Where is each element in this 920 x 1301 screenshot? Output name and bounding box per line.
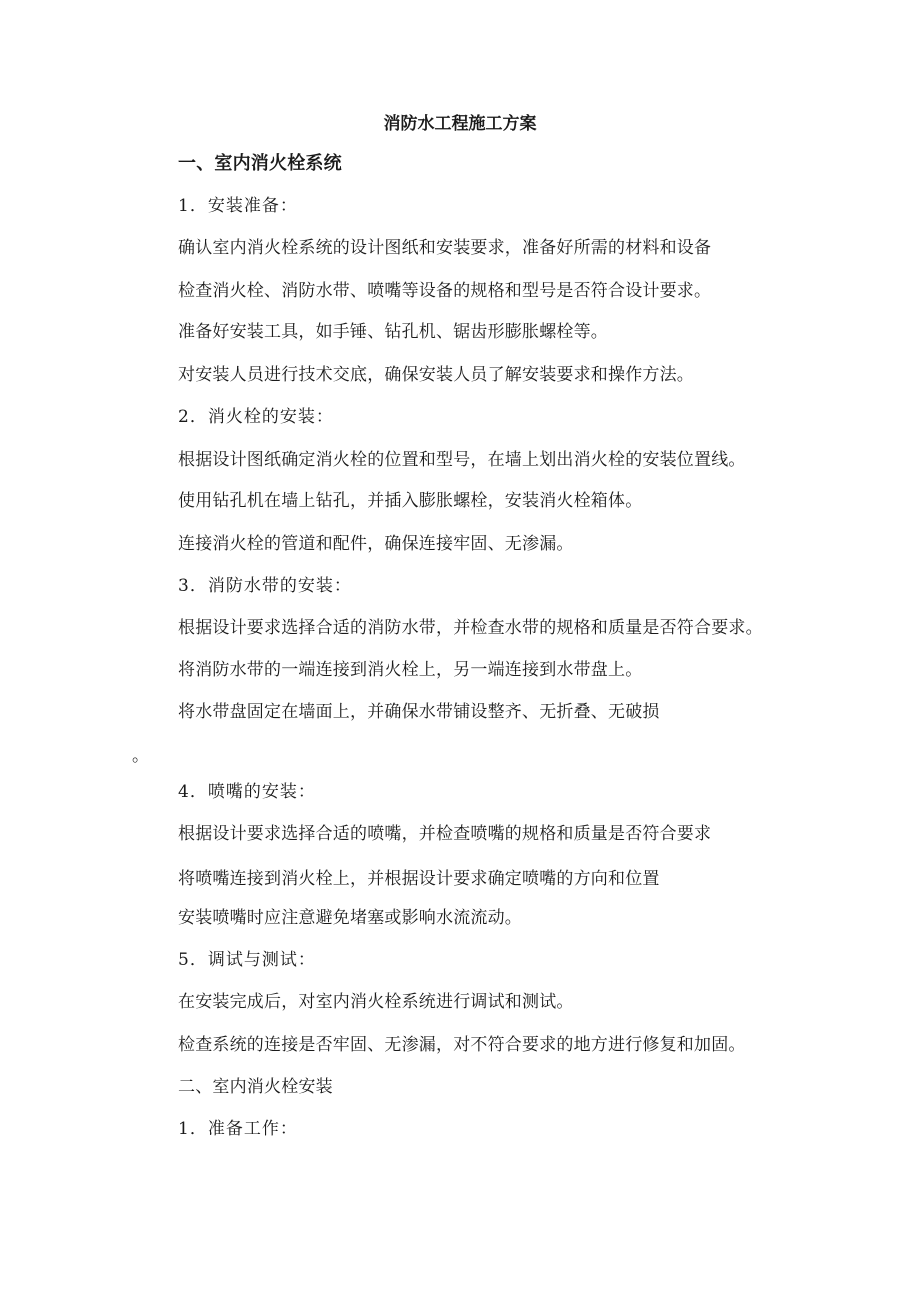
paragraph-line: 根据设计要求选择合适的喷嘴，并检查喷嘴的规格和质量是否符合要求 [178,824,712,844]
paragraph-line: 使用钻孔机在墙上钻孔，并插入膨胀螺栓，安装消火栓箱体。 [178,491,643,511]
paragraph-line: 检查消火栓、消防水带、喷嘴等设备的规格和型号是否符合设计要求。 [178,281,712,301]
subsection-heading: 1．安装准备： [178,196,298,216]
subsection-heading: 5．调试与测试： [178,950,316,970]
paragraph-line: 确认室内消火栓系统的设计图纸和安装要求，准备好所需的材料和设备 [178,238,712,258]
paragraph-line: 将水带盘固定在墙面上，并确保水带铺设整齐、无折叠、无破损 [178,702,660,722]
subsection-heading: 3．消防水带的安装： [178,576,352,596]
section-heading-2: 二、室内消火栓安装 [178,1077,333,1097]
subsection-heading: 1．准备工作： [178,1119,298,1139]
paragraph-line: 将消防水带的一端连接到消火栓上，另一端连接到水带盘上。 [178,660,643,680]
paragraph-line: 检查系统的连接是否牢固、无渗漏，对不符合要求的地方进行修复和加固。 [178,1035,746,1055]
subsection-heading: 4．喷嘴的安装： [178,782,316,802]
paragraph-line: 根据设计图纸确定消火栓的位置和型号，在墙上划出消火栓的安装位置线。 [178,450,746,470]
subsection-heading: 2．消火栓的安装： [178,407,334,427]
paragraph-line: 连接消火栓的管道和配件，确保连接牢固、无渗漏。 [178,534,574,554]
paragraph-line: 对安装人员进行技术交底，确保安装人员了解安装要求和操作方法。 [178,365,694,385]
stray-punctuation: 。 [132,746,149,766]
paragraph-line: 在安装完成后，对室内消火栓系统进行调试和测试。 [178,992,574,1012]
paragraph-line: 准备好安装工具，如手锤、钻孔机、锯齿形膨胀螺栓等。 [178,322,608,342]
paragraph-line: 根据设计要求选择合适的消防水带，并检查水带的规格和质量是否符合要求。 [178,618,763,638]
paragraph-line: 将喷嘴连接到消火栓上，并根据设计要求确定喷嘴的方向和位置 [178,869,660,889]
document-title: 消防水工程施工方案 [383,114,537,134]
paragraph-line: 安装喷嘴时应注意避免堵塞或影响水流流动。 [178,908,522,928]
section-heading-1: 一、室内消火栓系统 [178,153,342,174]
